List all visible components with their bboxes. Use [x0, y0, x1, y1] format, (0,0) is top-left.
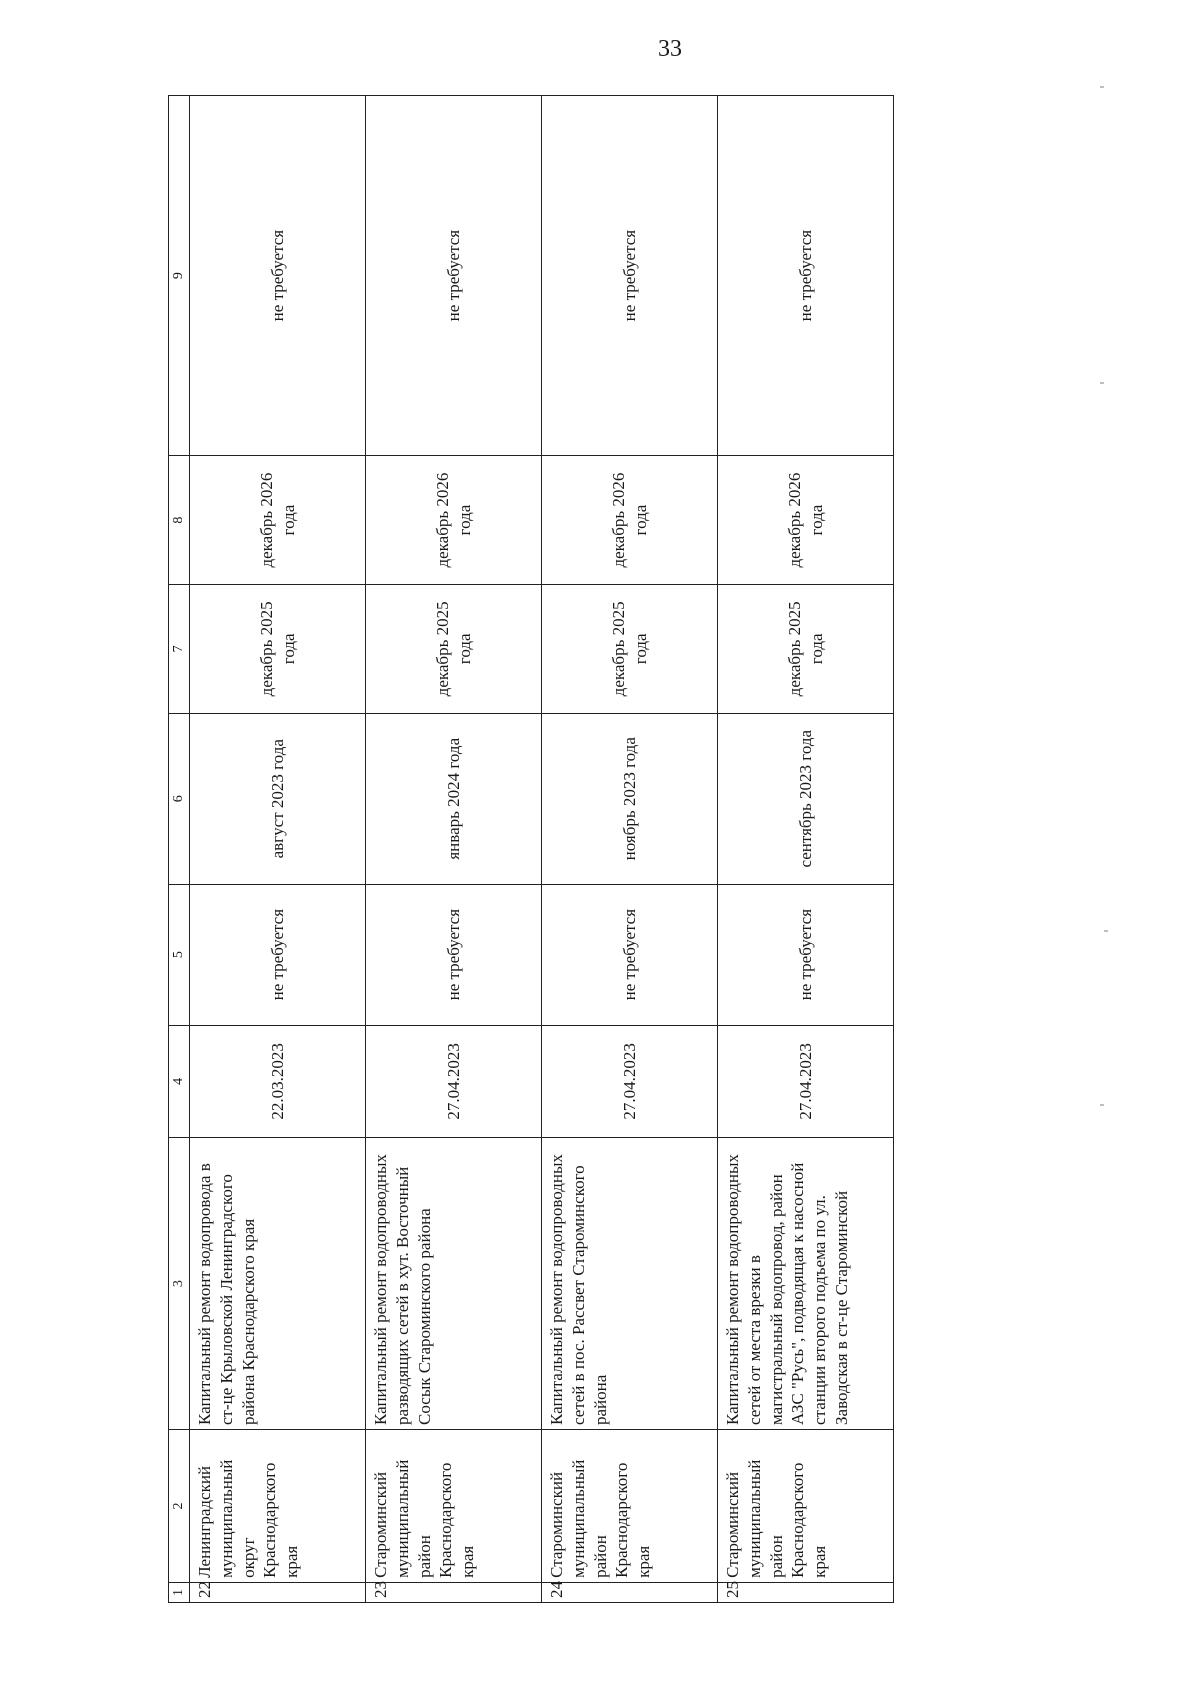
col8-cell: декабрь 2026 года — [190, 456, 366, 585]
col5-cell: не требуется — [366, 884, 542, 1025]
col5-cell: не требуется — [190, 884, 366, 1025]
table-row — [542, 96, 718, 1603]
col9-cell: не требуется — [190, 96, 366, 456]
municipality-cell: Староминский муниципальный район Краснодарского края — [366, 1429, 542, 1582]
header-row — [169, 96, 190, 1603]
data-table — [168, 95, 894, 1603]
municipality-cell: Староминский муниципальный район Краснодарского края — [542, 1429, 718, 1582]
header-col-2: 2 — [169, 1429, 190, 1582]
col9-cell: не требуется — [366, 96, 542, 456]
scan-speck — [1104, 930, 1108, 932]
header-col-5: 5 — [169, 884, 190, 1025]
municipality-cell: Ленинградский муниципальный округ Краснодарского края — [190, 1429, 366, 1582]
col5-cell: не требуется — [542, 884, 718, 1025]
col8-cell: декабрь 2026 года — [542, 456, 718, 585]
object-cell: Капитальный ремонт водопроводных сетей в пос. Рассвет Староминского района — [542, 1138, 718, 1430]
col7-cell: декабрь 2025 года — [718, 584, 894, 713]
table-row — [718, 96, 894, 1603]
scan-speck — [1100, 1104, 1104, 1106]
header-col-9: 9 — [169, 96, 190, 456]
header-col-8: 8 — [169, 456, 190, 585]
col8-cell: декабрь 2026 года — [366, 456, 542, 585]
col9-cell: не требуется — [718, 96, 894, 456]
header-col-6: 6 — [169, 713, 190, 884]
object-cell: Капитальный ремонт водопроводных сетей от места врезки в магистральный водопровод, район АЗС "Русь", подводящая к насосной станции второго подъема по ул. Заводская в ст-це Староминской — [718, 1138, 894, 1430]
header-col-4: 4 — [169, 1025, 190, 1138]
col8-cell: декабрь 2026 года — [718, 456, 894, 585]
object-cell: Капитальный ремонт водопровода в ст-це Крыловской Ленинградского района Краснодарского края — [190, 1138, 366, 1430]
col7-cell: декабрь 2025 года — [366, 584, 542, 713]
page-number: 33 — [658, 36, 682, 62]
municipality-cell: Староминский муниципальный район Краснодарского края — [718, 1429, 894, 1582]
col7-cell: декабрь 2025 года — [542, 584, 718, 713]
date-cell: 27.04.2023 — [366, 1025, 542, 1138]
row-number: 25 — [718, 1582, 894, 1602]
col5-cell: не требуется — [718, 884, 894, 1025]
col9-cell: не требуется — [542, 96, 718, 456]
date-cell: 22.03.2023 — [190, 1025, 366, 1138]
data-table-frame — [168, 95, 894, 1603]
table-row — [366, 96, 542, 1603]
data-table-rotated — [168, 95, 894, 1603]
col7-cell: декабрь 2025 года — [190, 584, 366, 713]
date-cell: 27.04.2023 — [542, 1025, 718, 1138]
object-cell: Капитальный ремонт водопроводных разводящих сетей в хут. Восточный Сосык Староминского района — [366, 1138, 542, 1430]
scan-speck — [1100, 86, 1104, 88]
table-row — [190, 96, 366, 1603]
row-number: 22 — [190, 1582, 366, 1602]
header-col-1: 1 — [169, 1582, 190, 1602]
header-col-7: 7 — [169, 584, 190, 713]
date-cell: 27.04.2023 — [718, 1025, 894, 1138]
col6-cell: январь 2024 года — [366, 713, 542, 884]
col6-cell: сентябрь 2023 года — [718, 713, 894, 884]
col6-cell: ноябрь 2023 года — [542, 713, 718, 884]
row-number: 24 — [542, 1582, 718, 1602]
col6-cell: август 2023 года — [190, 713, 366, 884]
scan-speck — [1100, 382, 1104, 384]
header-col-3: 3 — [169, 1138, 190, 1430]
row-number: 23 — [366, 1582, 542, 1602]
